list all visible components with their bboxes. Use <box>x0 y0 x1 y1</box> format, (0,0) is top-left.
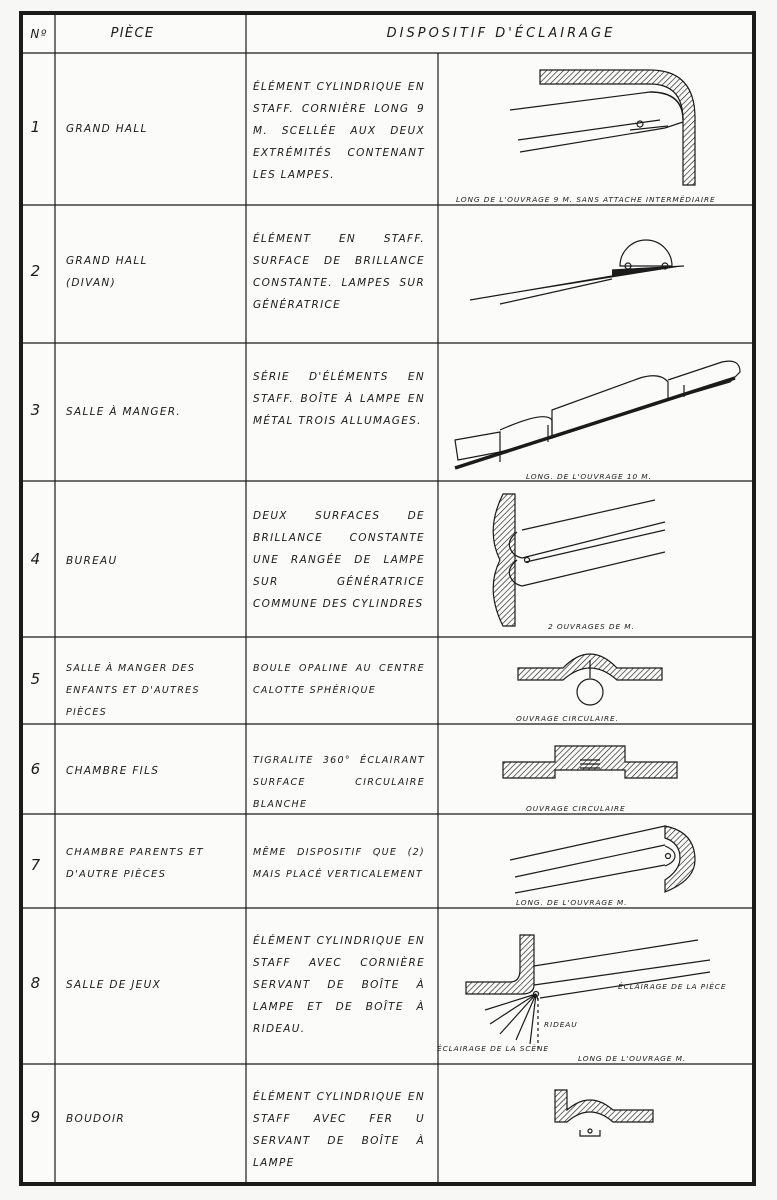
row-dispositif: ÉLÉMENT CYLINDRIQUE EN STAFF AVEC CORNIÈRE SERVANT DE BOÎTE À LAMPE ET DE BOÎTE À RIDEAU. <box>253 935 425 1035</box>
sketch-caption: OUVRAGE CIRCULAIRE <box>526 804 626 813</box>
sketch-grand-hall-divan <box>470 240 684 304</box>
row-piece: CHAMBRE PARENTS ET D'AUTRE PIÈCES <box>66 847 204 880</box>
sketch-chambre-fils <box>503 746 677 778</box>
row-number: 3 <box>30 401 42 419</box>
row-dispositif: SÉRIE D'ÉLÉMENTS EN STAFF. BOÎTE À LAMPE EN MÉTAL TROIS ALLUMAGES. <box>253 371 425 427</box>
row-number: 2 <box>30 262 42 280</box>
label-eclairage-piece: ÉCLAIRAGE DE LA PIÈCE <box>618 982 727 991</box>
sketch-grand-hall <box>510 70 695 185</box>
row-piece: CHAMBRE FILS <box>66 765 160 777</box>
label-rideau: RIDEAU <box>544 1020 578 1029</box>
sketch-salle-de-jeux <box>466 935 710 1052</box>
row-piece: SALLE DE JEUX <box>66 979 162 991</box>
column-header-piece: PIÈCE <box>110 26 155 41</box>
row-number: 6 <box>30 760 42 778</box>
sketch-chambre-parents <box>510 826 695 893</box>
sketch-caption: 2 OUVRAGES DE M. <box>548 622 635 631</box>
sketch-salle-a-manger <box>455 361 740 468</box>
sketch-boudoir <box>555 1090 653 1136</box>
row-dispositif: ÉLÉMENT CYLINDRIQUE EN STAFF. CORNIÈRE LONG 9 M. SCELLÉE AUX DEUX EXTRÉMITÉS CONTENANT LES LAMPES. <box>253 81 425 181</box>
row-number: 9 <box>30 1108 42 1126</box>
row-dispositif: ÉLÉMENT CYLINDRIQUE EN STAFF AVEC FER U SERVANT DE BOÎTE À LAMPE <box>253 1091 425 1169</box>
row-dispositif: BOULE OPALINE AU CENTRE CALOTTE SPHÉRIQUE <box>253 663 425 696</box>
sketch-caption: LONG. DE L'OUVRAGE M. <box>516 898 628 907</box>
row-number: 5 <box>30 670 42 688</box>
row-piece: SALLE À MANGER DES ENFANTS ET D'AUTRES PIÈCES <box>66 663 200 718</box>
row-piece: GRAND HALL (DIVAN) <box>66 255 148 289</box>
sketch-bureau <box>493 494 665 626</box>
label-eclairage-scene: ÉCLAIRAGE DE LA SCÈNE <box>437 1044 549 1053</box>
sketch-caption: LONG DE L'OUVRAGE M. <box>578 1054 687 1063</box>
sketch-caption: LONG DE L'OUVRAGE 9 M. SANS ATTACHE INTERMÉDIAIRE <box>456 195 716 204</box>
row-piece: GRAND HALL <box>66 123 148 135</box>
row-dispositif: ÉLÉMENT EN STAFF. SURFACE DE BRILLANCE CONSTANTE. LAMPES SUR GÉNÉRATRICE <box>253 233 425 311</box>
row-piece: BUREAU <box>66 555 118 567</box>
row-dispositif: DEUX SURFACES DE BRILLANCE CONSTANTE UNE RANGÉE DE LAMPE SUR GÉNÉRATRICE COMMUNE DES CYLINDRES <box>253 510 425 610</box>
row-piece: SALLE À MANGER. <box>66 406 182 418</box>
row-number: 8 <box>30 974 42 992</box>
row-number: 7 <box>30 856 42 874</box>
sketch-salle-a-manger-enfants <box>518 654 662 705</box>
row-dispositif: TIGRALITE 360° ÉCLAIRANT SURFACE CIRCULAIRE BLANCHE <box>253 755 425 810</box>
sketch-caption: LONG. DE L'OUVRAGE 10 M. <box>526 472 652 481</box>
row-dispositif: MÊME DISPOSITIF QUE (2) MAIS PLACÉ VERTICALEMENT <box>253 847 425 880</box>
sketch-caption: OUVRAGE CIRCULAIRE. <box>516 714 619 723</box>
column-header-dispositif: DISPOSITIF D'ÉCLAIRAGE <box>386 26 616 41</box>
row-number: 4 <box>30 550 42 568</box>
row-piece: BOUDOIR <box>66 1113 125 1125</box>
column-header-number: Nº <box>30 26 48 41</box>
row-number: 1 <box>30 118 42 136</box>
